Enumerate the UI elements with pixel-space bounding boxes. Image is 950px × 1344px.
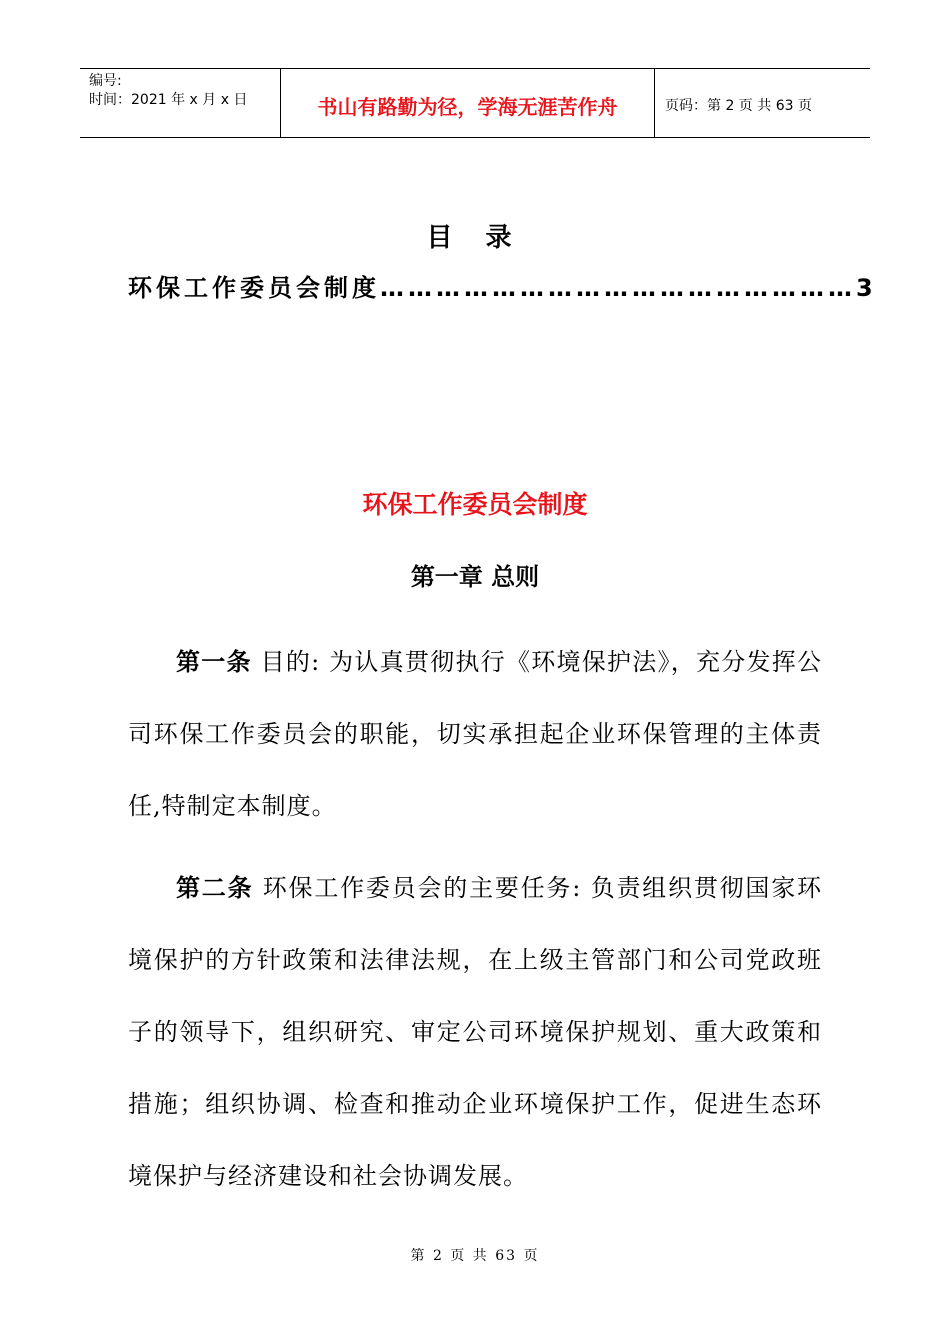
header-page-info: 页码：第 2 页 共 63 页 <box>665 98 812 114</box>
date-line: 时间：2021 年 x 月 x 日 <box>89 92 248 108</box>
article-text: 环保工作委员会的主要任务: 负责组织贯彻国家环境保护的方针政策和法律法规，在上级主管部门和公司党政班子的领导下，组织研究、审定公司环境保护规划、重大政策和措施；组织协调、检查和推动企业环境保护工作，促进生态环境保护与经济建设和社会协调发展。 <box>128 874 822 1190</box>
number-label: 编号: <box>89 73 122 89</box>
toc-entry-label: 环保工作委员会制度 <box>128 274 380 302</box>
chapter-heading: 第一章 总则 <box>410 563 540 591</box>
article-paragraph <box>128 852 822 1212</box>
article-label: 第二条 <box>176 874 254 902</box>
article-text: 目的: 为认真贯彻执行《环境保护法》，充分发挥公司环保工作委员会的职能，切实承担起企业环保管理的主体责任,特制定本制度。 <box>128 648 823 820</box>
page-footer: 第 2 页 共 63 页 <box>410 1248 540 1264</box>
toc-entry-page: 3 <box>856 274 877 302</box>
article-paragraph <box>128 626 822 842</box>
header-motto: 书山有路勤为径，学海无涯苦作舟 <box>281 69 655 137</box>
toc-title: 目 录 <box>426 223 524 253</box>
toc-entry-leader: …………………………………………… <box>380 274 856 302</box>
document-title: 环保工作委员会制度 <box>362 490 588 519</box>
header-meta <box>80 69 281 137</box>
page-header <box>80 68 870 138</box>
toc-entry[interactable] <box>128 268 877 303</box>
article-label: 第一条 <box>176 648 252 676</box>
